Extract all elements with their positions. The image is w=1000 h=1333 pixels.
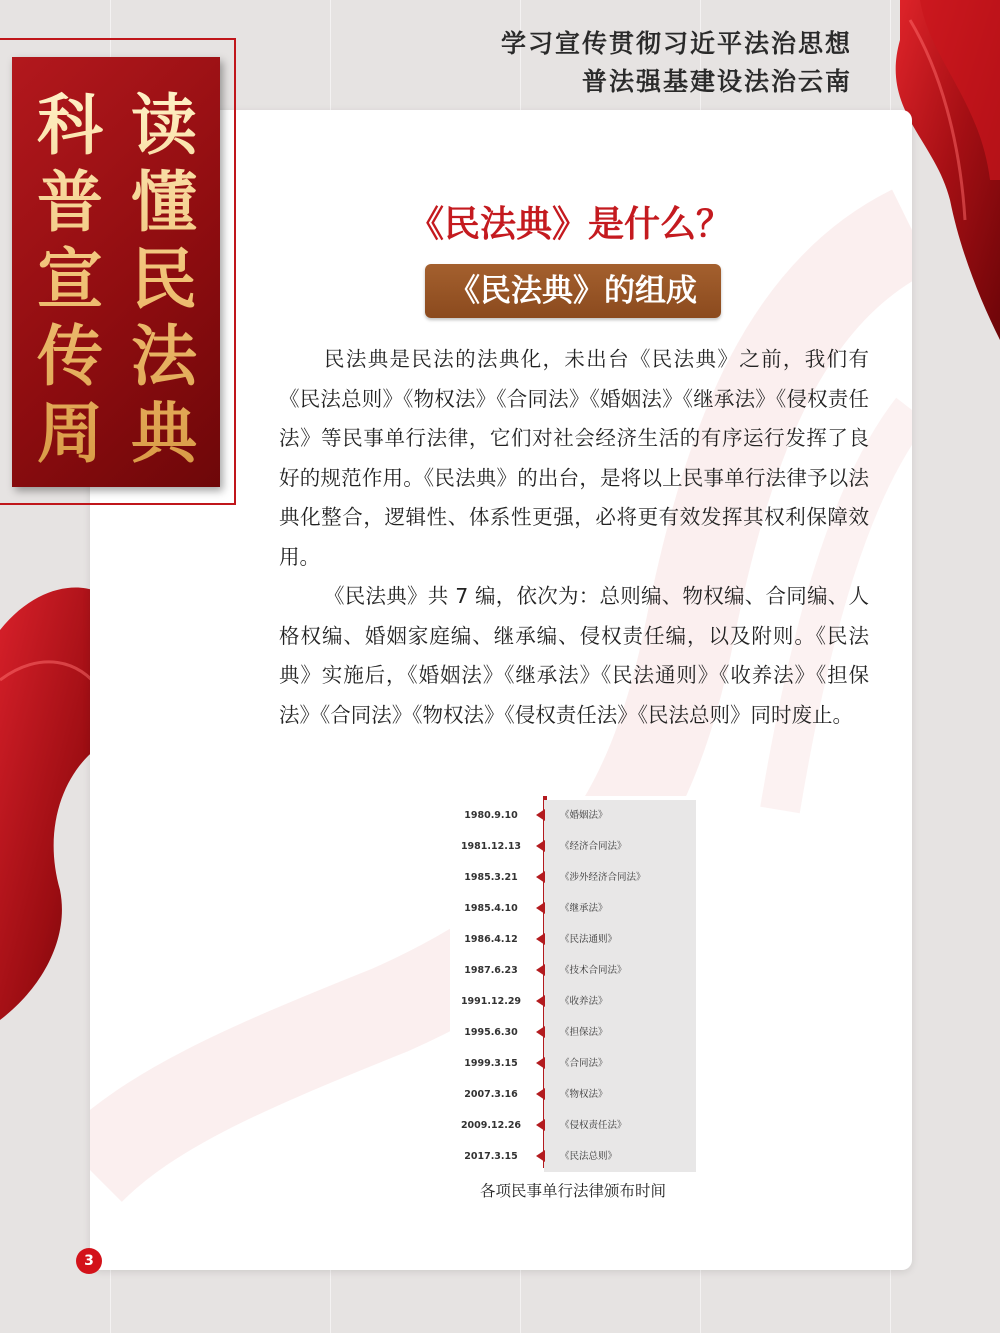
timeline-marker-icon: [536, 995, 545, 1007]
timeline-law-name: 《担保法》: [544, 1017, 696, 1048]
paragraph-intro: 民法典是民法的法典化，未出台《民法典》之前，我们有《民法总则》《物权法》《合同法》《婚姻法》《继承法》《侵权责任法》等民事单行法律，它们对社会经济生活的有序运行发挥了良好的规范作用。《民法典》的出台，是将以上民事单行法律予以法典化整合，逻辑性、体系性更强，必将更有效发挥其权利保障效用。: [279, 347, 869, 569]
timeline-marker-icon: [536, 1026, 545, 1038]
timeline-marker-icon: [536, 809, 545, 821]
timeline-date: 2017.3.15: [464, 1151, 518, 1162]
timeline-law-name: 《经济合同法》: [544, 831, 696, 862]
timeline-law-name: 《收养法》: [544, 986, 696, 1017]
timeline-law-name: 《民法总则》: [544, 1141, 696, 1172]
timeline-row: [450, 986, 696, 1017]
timeline-row: [450, 1079, 696, 1110]
page-title: 《民法典》是什么？: [407, 204, 732, 245]
timeline-marker-icon: [536, 871, 545, 883]
page-number-badge: 3: [76, 1248, 102, 1274]
banner-red-panel: [12, 57, 220, 487]
banner-title-read-civil-code: 读懂民法典: [124, 87, 204, 472]
timeline-caption: 各项民事单行法律颁布时间: [479, 1182, 666, 1200]
timeline-row: [450, 1048, 696, 1079]
timeline-row: [450, 924, 696, 955]
timeline-date: 2007.3.16: [464, 1089, 518, 1100]
timeline-law-name: 《合同法》: [544, 1048, 696, 1079]
timeline-row: [450, 800, 696, 831]
timeline-date: 1986.4.12: [464, 934, 518, 945]
timeline-row: [450, 1141, 696, 1172]
paragraph-composition: 《民法典》共 7 编，依次为：总则编、物权编、合同编、人格权编、婚姻家庭编、继承编、侵权责任编，以及附则。《民法典》实施后，《婚姻法》《继承法》《民法通则》《收养法》《担保法》《合同法》《物权法》《侵权责任法》《民法总则》同时废止。: [279, 584, 869, 727]
slogan-line-1: 学习宣传贯彻习近平法治思想: [500, 29, 852, 58]
timeline-row: [450, 1110, 696, 1141]
timeline-date: 1987.6.23: [464, 965, 518, 976]
slogan-line-2: 普法强基建设法治云南: [581, 67, 852, 96]
timeline-law-name: 《物权法》: [544, 1079, 696, 1110]
timeline-law-name: 《婚姻法》: [544, 800, 696, 831]
timeline-date: 2009.12.26: [460, 1120, 522, 1131]
section-subtitle: 《民法典》的组成: [425, 264, 721, 318]
timeline-row: [450, 831, 696, 862]
timeline-marker-icon: [536, 1119, 545, 1131]
timeline-date: 1991.12.29: [460, 996, 522, 1007]
timeline-row: [450, 955, 696, 986]
timeline-law-name: 《继承法》: [544, 893, 696, 924]
timeline-marker-icon: [536, 1057, 545, 1069]
banner-title-publicity-week: 科普宣传周: [30, 87, 110, 472]
timeline-law-name: 《民法通则》: [544, 924, 696, 955]
timeline-marker-icon: [536, 840, 545, 852]
timeline-date: 1980.9.10: [464, 810, 518, 821]
timeline-marker-icon: [536, 964, 545, 976]
law-timeline: [450, 796, 696, 1168]
timeline-law-name: 《涉外经济合同法》: [544, 862, 696, 893]
timeline-date: 1985.3.21: [464, 872, 518, 883]
timeline-date: 1985.4.10: [464, 903, 518, 914]
timeline-law-name: 《侵权责任法》: [544, 1110, 696, 1141]
timeline-marker-icon: [536, 1150, 545, 1162]
timeline-marker-icon: [536, 902, 545, 914]
timeline-date: 1981.12.13: [460, 841, 522, 852]
timeline-law-name: 《技术合同法》: [544, 955, 696, 986]
timeline-row: [450, 862, 696, 893]
timeline-marker-icon: [536, 1088, 545, 1100]
timeline-row: [450, 1017, 696, 1048]
timeline-date: 1995.6.30: [464, 1027, 518, 1038]
timeline-date: 1999.3.15: [464, 1058, 518, 1069]
timeline-row: [450, 893, 696, 924]
timeline-marker-icon: [536, 933, 545, 945]
